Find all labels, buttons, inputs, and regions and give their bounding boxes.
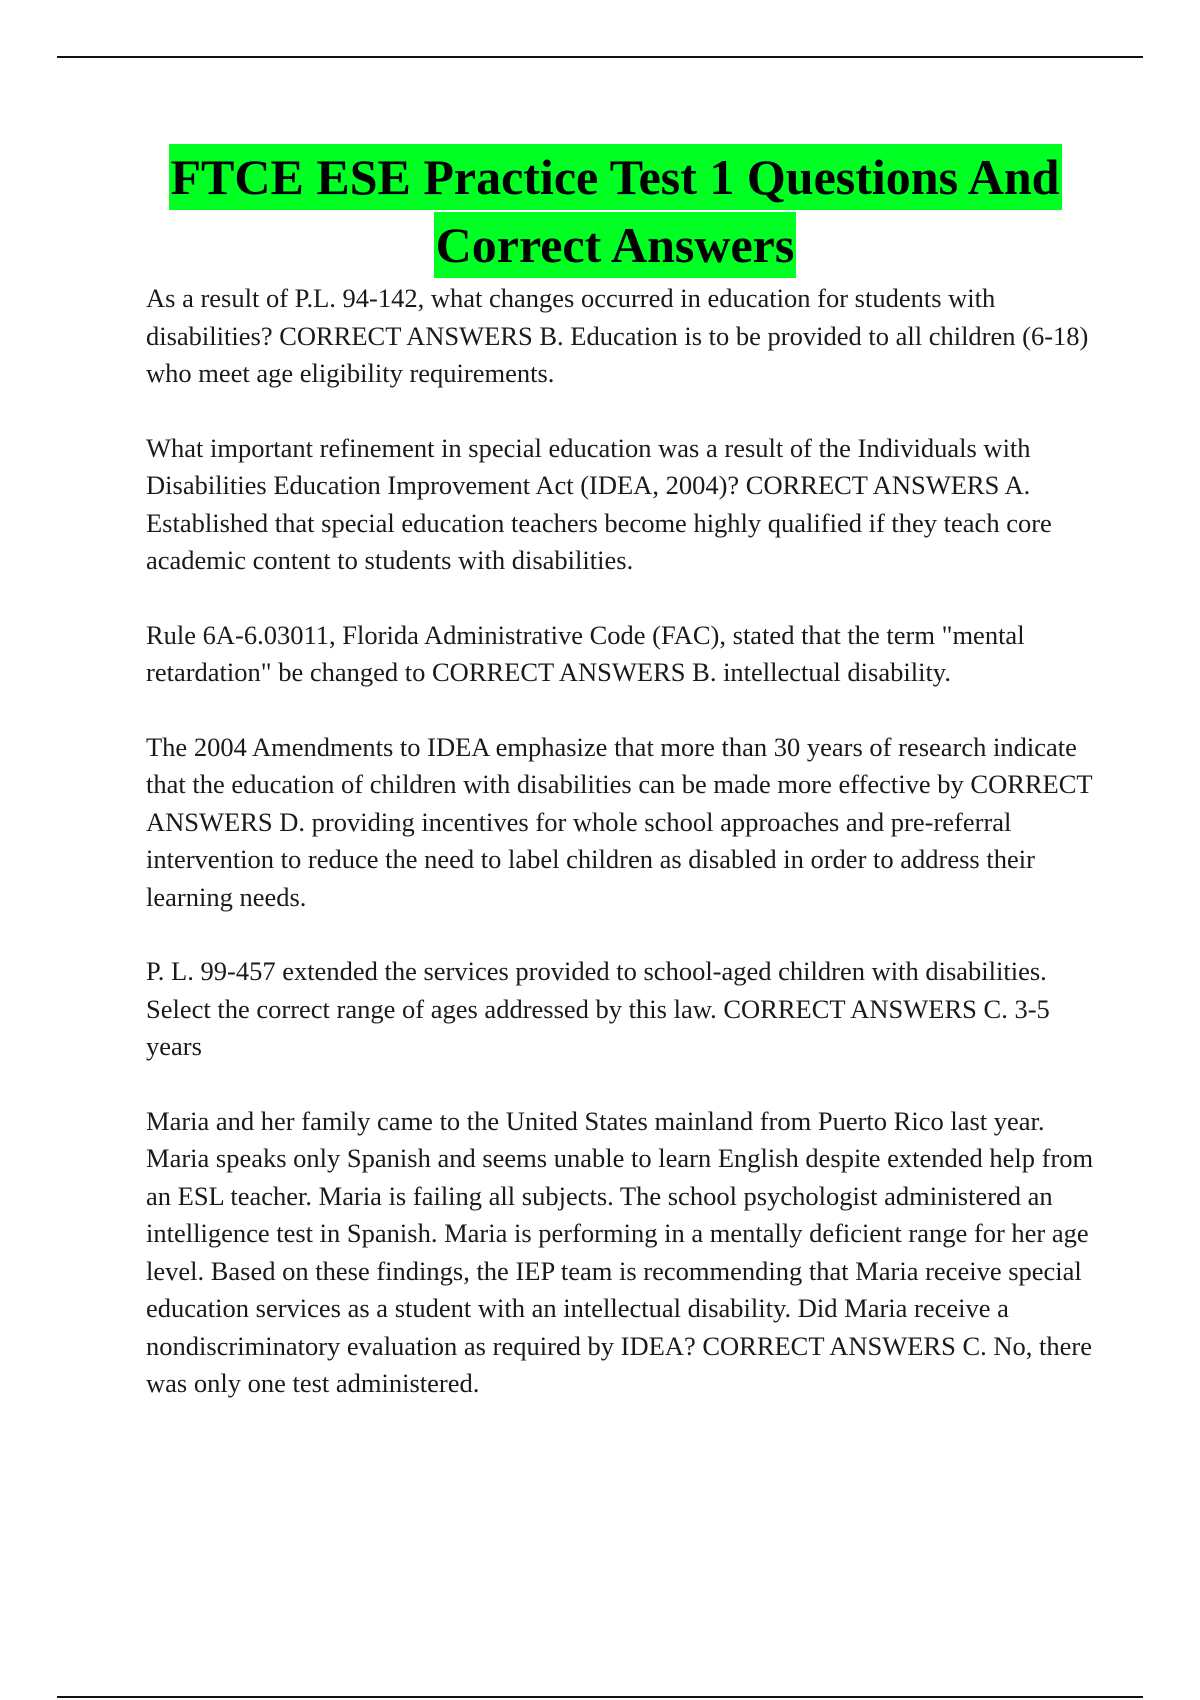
title-line-2: Correct Answers	[434, 212, 797, 278]
qa-entry-2: What important refinement in special education was a result of the Individuals with Disabilities Education Improvement Act (IDEA, 2004)? CORRECT ANSWERS A. Established that special education teachers become highly qualified if they teach core academic content to students with disabilities.	[146, 432, 1052, 575]
qa-list	[146, 280, 1096, 1440]
footer-rule	[57, 1696, 1143, 1698]
header-rule	[57, 56, 1143, 58]
document-title	[140, 144, 1090, 278]
qa-entry-1: As a result of P.L. 94-142, what changes occurred in education for students with disabilities? CORRECT ANSWERS B. Education is to be provided to all children (6-18) who meet age eligibility requirements.	[146, 283, 1089, 388]
qa-entry-6: Maria and her family came to the United States mainland from Puerto Rico last year. Maria speaks only Spanish and seems unable to learn English despite extended help from an ESL teacher. Maria is failing all subjects. The school psychologist administered an intelligence test in Spanish. Maria is performing in a mentally deficient range for her age level. Based on these findings, the IEP team is recommending that Maria receive special education services as a student with an intellectual disability. Did Maria receive a nondiscriminatory evaluation as required by IDEA? CORRECT ANSWERS C. No, there was only one test administered.	[146, 1105, 1094, 1398]
qa-entry-5: P. L. 99-457 extended the services provided to school-aged children with disabilities. Select the correct range of ages addressed by this law. CORRECT ANSWERS C. 3-5 years	[146, 956, 1050, 1061]
qa-entry-3: Rule 6A-6.03011, Florida Administrative Code (FAC), stated that the term "mental retardation" be changed to CORRECT ANSWERS B. intellectual disability.	[146, 619, 1025, 687]
title-line-1: FTCE ESE Practice Test 1 Questions And	[169, 144, 1062, 210]
qa-entry-4: The 2004 Amendments to IDEA emphasize that more than 30 years of research indicate that the education of children with disabilities can be made more effective by CORRECT ANSWERS D. providing incentives for whole school approaches and pre-referral intervention to reduce the need to label children as disabled in order to address their learning needs.	[146, 731, 1093, 912]
